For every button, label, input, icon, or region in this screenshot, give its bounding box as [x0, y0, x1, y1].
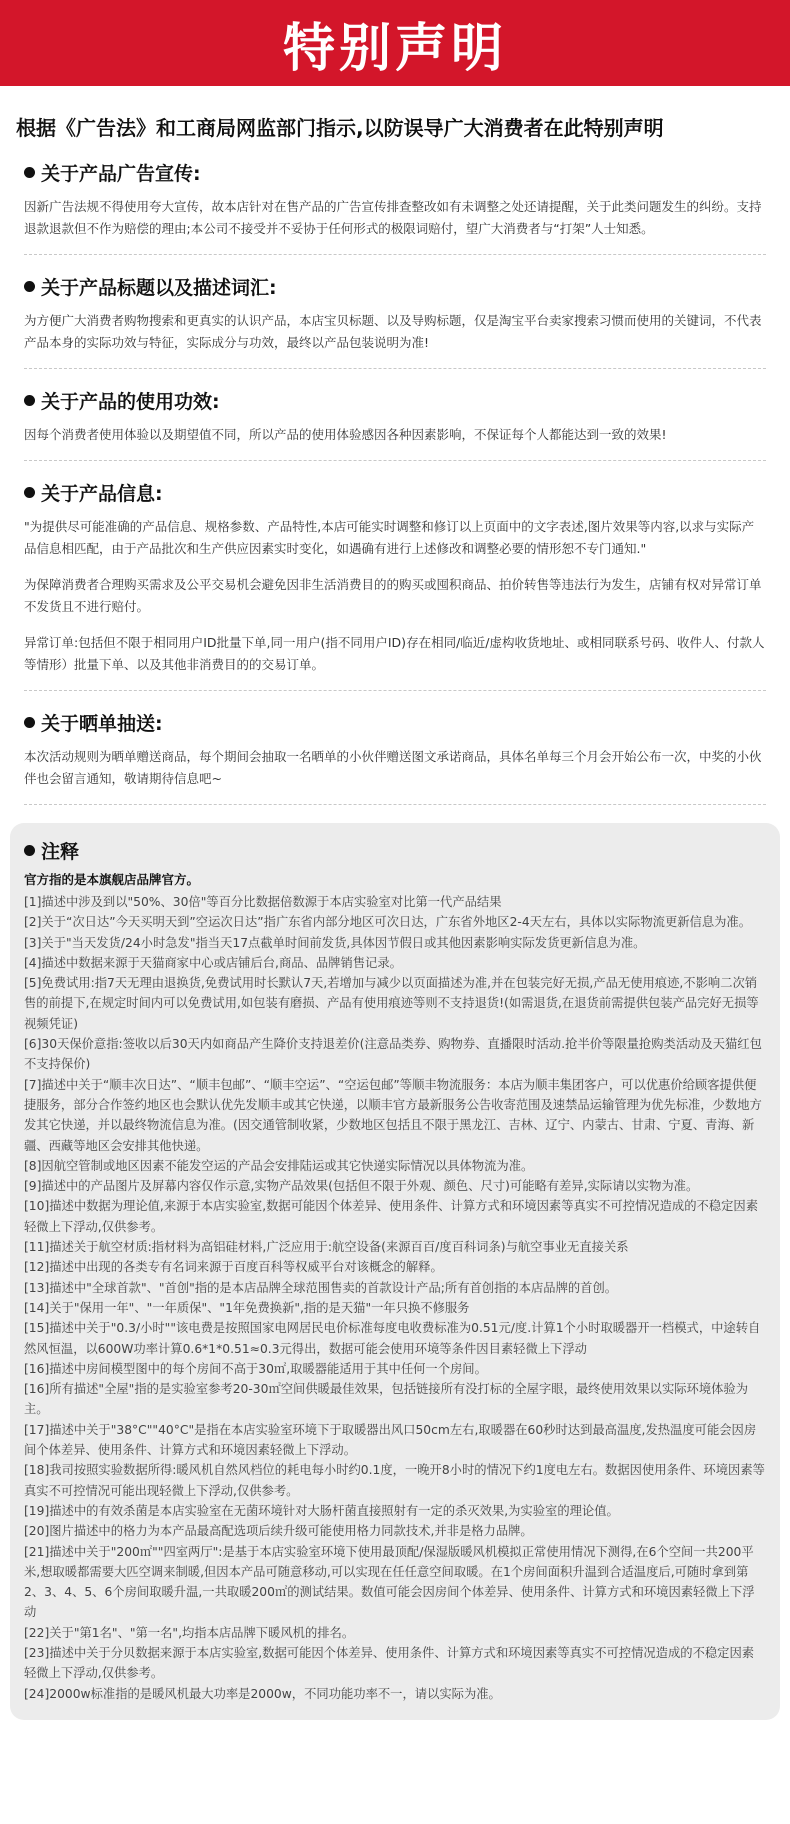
bullet-icon — [24, 395, 35, 406]
bullet-icon — [24, 717, 35, 728]
bullet-icon — [24, 845, 35, 856]
note-item: [18]我司按照实验数据所得:暖风机自然风档位的耗电每小时约0.1度，一晚开8小时的情况下约1度电左右。数据因使用条件、环境因素等真实不可控情况可能出现轻微上下浮动,仅供参考。 — [24, 1463, 765, 1498]
note-item: [3]关于"当天发货/24小时急发"指当天17点截单时间前发货,具体因节假日或其他因素影响实际发货更新信息为准。 — [24, 935, 646, 950]
paragraph-gap — [24, 618, 766, 632]
section-divider — [24, 368, 766, 369]
section-paragraph: "为提供尽可能准确的产品信息、规格参数、产品特性,本店可能实时调整和修订以上页面中的文字表述,图片效果等内容,以求与实际产品信息相匹配，由于产品批次和生产供应因素实时变化，如遇确有进行上述修改和调整必要的情形恕不专门通知." — [24, 519, 755, 556]
section-title-row — [24, 709, 766, 736]
section-divider — [24, 804, 766, 805]
note-item: [2]关于“次日达”今天买明天到”空运次日达”指广东省内部分地区可次日达，广东省外地区2-4天左右，具体以实际物流更新信息为准。 — [24, 915, 752, 930]
section-paragraph: 为方便广大消费者购物搜索和更真实的认识产品，本店宝贝标题、以及导购标题，仅是淘宝平台卖家搜索习惯而使用的关键词，不代表产品本身的实际功效与特征，实际成分与功效，最终以产品包装说明为准! — [24, 313, 762, 350]
statement-section — [0, 273, 790, 369]
bullet-icon — [24, 487, 35, 498]
header-banner — [0, 0, 790, 86]
section-paragraph: 因新广告法规不得使用夸大宣传，故本店针对在售产品的广告宣传排查整改如有未调整之处还请提醒，关于此类问题发生的纠纷。支持退款退款但不作为赔偿的理由;本公司不接受并不妥协于任何形式的极限词赔付，望广大消费者与“打架”人士知悉。 — [24, 199, 762, 236]
note-item: [7]描述中关于“顺丰次日达”、“顺丰包邮”、“顺丰空运”、“空运包邮”等顺丰物流服务：本店为顺丰集团客户，可以优惠价给顾客提供便捷服务，部分合作签约地区也会默认优先发顺丰或其它快递，以顺丰官方最新服务公告收寄范围及速禁品运输管理为优先标准，少数地方发其它快递，并以最终物流信息为准。(因交通管制收紧，少数地区包括且不限于黑龙江、吉林、辽宁、内蒙古、甘肃、宁夏、青海、新疆、西藏等地区会安排其他快递。 — [24, 1077, 762, 1153]
section-paragraph: 异常订单:包括但不限于相同用户ID批量下单,同一用户(指不同用户ID)存在相同/临近/虚构收货地址、或相同联系号码、收件人、付款人等情形）批量下单、以及其他非消费目的的交易订单。 — [24, 635, 765, 672]
statement-subtitle: 根据《广告法》和工商局网监部门指示,以防误导广大消费者在此特别声明 — [16, 116, 664, 140]
statement-section — [0, 709, 790, 805]
statement-section — [0, 159, 790, 255]
note-item: [22]关于"第1名"、"第一名",均指本店品牌下暖风机的排名。 — [24, 1625, 355, 1640]
bullet-icon — [24, 167, 35, 178]
notes-panel — [10, 823, 780, 1720]
section-title-row — [24, 273, 766, 300]
note-item: [12]描述中出现的各类专有名词来源于百度百科等权威平台对该概念的解释。 — [24, 1260, 443, 1275]
note-item: [20]图片描述中的格力为本产品最高配选项后续升级可能使用格力同款技术,并非是格力品牌。 — [24, 1524, 533, 1539]
note-item: [11]描述关于航空材质:指材料为高铝硅材料,广泛应用于:航空设备(来源百百/度百科词条)与航空事业无直接关系 — [24, 1240, 629, 1255]
note-item: [16]所有描述"全屋"指的是实验室参考20-30㎡空间供暖最佳效果，包括链接所有没打标的全屋字眼，最终使用效果以实际环境体验为主。 — [24, 1382, 749, 1417]
note-item: [10]描述中数据为理论值,来源于本店实验室,数据可能因个体差异、使用条件、计算方式和环境因素等真实不可控情况造成的不稳定因素轻微上下浮动,仅供参考。 — [24, 1199, 758, 1234]
note-item: [16]描述中房间模型图中的每个房间不高于30㎡,取暖器能适用于其中任何一个房间。 — [24, 1361, 487, 1376]
statement-section — [0, 479, 790, 691]
section-paragraph: 本次活动规则为晒单赠送商品，每个期间会抽取一名晒单的小伙伴赠送图文承诺商品，具体名单每三个月会开始公布一次，中奖的小伙伴也会留言通知，敬请期待信息吧~ — [24, 749, 762, 786]
section-divider — [24, 460, 766, 461]
note-item: [9]描述中的产品图片及屏幕内容仅作示意,实物产品效果(包括但不限于外观、颜色、尺寸)可能略有差异,实际请以实物为准。 — [24, 1179, 699, 1194]
section-divider — [24, 690, 766, 691]
section-title: 关于产品的使用功效: — [41, 391, 220, 413]
note-item: [17]描述中关于"38°C""40°C"是指在本店实验室环境下于取暖器出风口50cm左右,取暖器在60秒时达到最高温度,发热温度可能会因房间个体差异、使用条件、计算方式和环境因素轻微上下浮动。 — [24, 1422, 757, 1458]
section-paragraph: 因每个消费者使用体验以及期望值不同，所以产品的使用体验感因各种因素影响，不保证每个人都能达到一致的效果! — [24, 427, 667, 442]
section-title: 关于产品广告宣传: — [41, 163, 201, 185]
paragraph-gap — [24, 560, 766, 574]
note-item: [13]描述中"全球首款"、"首创"指的是本店品牌全球范围售卖的首款设计产品;所有首创指的本店品牌的首创。 — [24, 1280, 618, 1295]
notes-list — [24, 892, 766, 1704]
note-item: [24]2000w标准指的是暖风机最大功率是2000w，不同功能功率不一，请以实际为准。 — [24, 1686, 501, 1701]
notes-title-row — [24, 837, 766, 864]
section-title-row — [24, 387, 766, 414]
note-item: [1]描述中涉及到以"50%、30倍"等百分比数据倍数源于本店实验室对比第一代产品结果 — [24, 895, 502, 909]
note-item: [5]免费试用:指7天无理由退换货,免费试用时长默认7天,若增加与减少以页面描述为准,并在包装完好无损,产品无使用痕迹,不影响二次销售的前提下,在规定时间内可以免费试用,如包装有磨损、产品有使用痕迹等则不支持退货!(如需退货,在退货前需提供包装产品完好无损等视频凭证) — [24, 976, 759, 1031]
note-item: [21]描述中关于"200㎡""四室两厅":是基于本店实验室环境下使用最顶配/保湿版暖风机模拟正常使用情况下测得,在6个空间一共200平米,想取暖都需要大匹空调来制暖,但因本产品可随意移动,可以实现在任任意空间取暖。在1个房间面积升温到合适温度后,可随时拿到第2、3、4、5、6个房间取暖升温,一共取暖200㎡的测试结果。数值可能会因房间个体差异、使用条件、计算方式和环境因素轻微上下浮动 — [24, 1544, 755, 1620]
note-item: [14]关于"保用一年"、"一年质保"、"1年免费换新",指的是天猫"一年只换不修服务 — [24, 1300, 470, 1315]
section-title-row — [24, 479, 766, 506]
note-item: [15]描述中关于"0.3/小时""该电费是按照国家电网居民电价标准每度电收费标准为0.51元/度.计算1个小时取暖器开一档模式，中途转自然风恒温，以600W功率计算0.6*1*0.51≈0.3元得出，数据可能会使用环境等条件因目素轻微上下浮动 — [24, 1321, 761, 1356]
section-title: 关于产品标题以及描述词汇: — [41, 277, 277, 299]
note-item: [19]描述中的有效杀菌是本店实验室在无菌环境针对大肠杆菌直接照射有一定的杀灭效果,为实验室的理论值。 — [24, 1503, 619, 1518]
sections-container — [0, 159, 790, 805]
note-item: [4]描述中数据来源于天猫商家中心或店铺后台,商品、品牌销售记录。 — [24, 955, 402, 970]
section-divider — [24, 254, 766, 255]
note-item: [23]描述中关于分贝数据来源于本店实验室,数据可能因个体差异、使用条件、计算方式和环境因素等真实不可控情况造成的不稳定因素轻微上下浮动,仅供参考。 — [24, 1645, 755, 1681]
bullet-icon — [24, 281, 35, 292]
section-title: 关于晒单抽送: — [41, 713, 163, 735]
section-paragraph: 为保障消费者合理购买需求及公平交易机会避免因非生活消费目的的购买或囤积商品、拍价转售等违法行为发生，店铺有权对异常订单不发货且不进行赔付。 — [24, 577, 762, 614]
notes-title: 注释 — [41, 841, 80, 863]
note-item: [6]30天保价意指:签收以后30天内如商品产生降价支持退差价(注意品类券、购物券、直播限时活动.抢半价等限量抢购类活动及天猫红包不支持保价) — [24, 1037, 762, 1072]
note-item: [8]因航空管制或地区因素不能发空运的产品会安排陆运或其它快递实际情况以具体物流为准。 — [24, 1158, 534, 1173]
page-title: 特别声明 — [282, 18, 507, 79]
statement-section — [0, 387, 790, 461]
section-title: 关于产品信息: — [41, 483, 163, 505]
notes-lead: 官方指的是本旗舰店品牌官方。 — [24, 872, 200, 887]
section-title-row — [24, 159, 766, 186]
